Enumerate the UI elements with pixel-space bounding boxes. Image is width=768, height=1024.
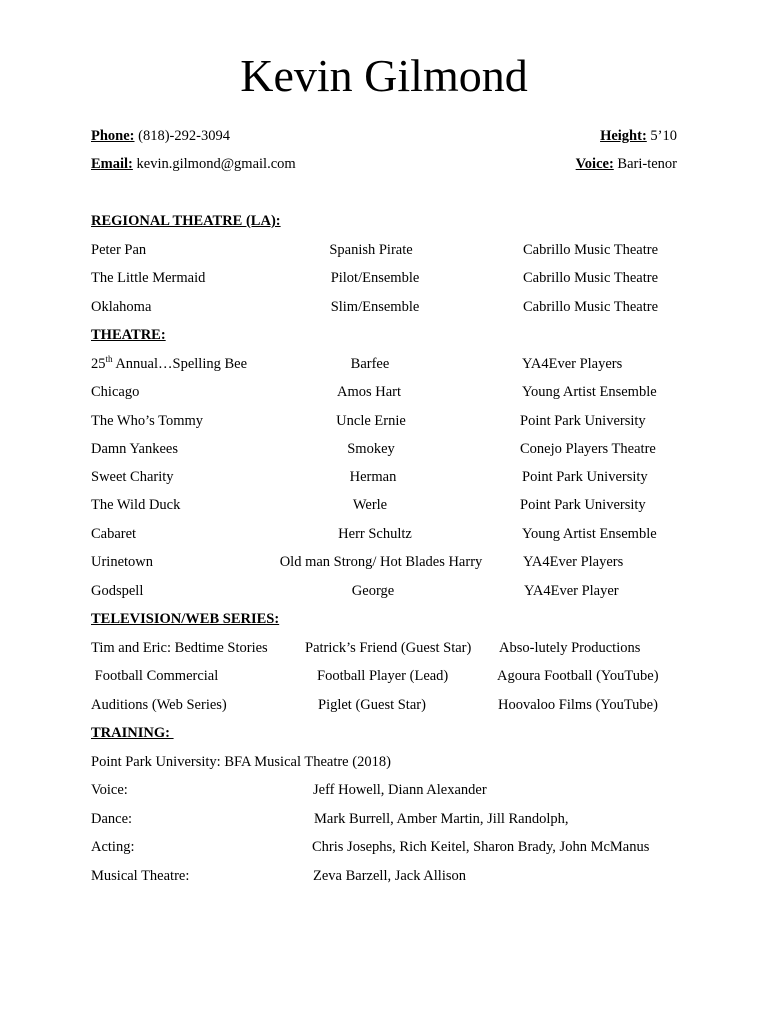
show-title: Chicago <box>91 384 140 400</box>
email-label: Email: <box>91 156 133 172</box>
table-row <box>0 582 768 600</box>
company: Cabrillo Music Theatre <box>523 242 659 258</box>
role: Werle <box>352 497 388 513</box>
company: Point Park University <box>520 413 646 429</box>
training-category: Voice: <box>91 782 128 798</box>
show-title: The Who’s Tommy <box>91 413 204 429</box>
table-row <box>0 298 768 316</box>
show-title: The Little Mermaid <box>91 270 206 286</box>
show-title: Football Commercial <box>91 668 219 684</box>
table-row <box>0 269 768 287</box>
show-title: Damn Yankees <box>91 441 178 457</box>
company: Hoovaloo Films (YouTube) <box>498 697 658 713</box>
ordinal-suffix: th <box>105 354 113 365</box>
show-title: Auditions (Web Series) <box>91 697 227 713</box>
voice-line <box>576 155 677 173</box>
company: Cabrillo Music Theatre <box>523 270 659 286</box>
voice-label: Voice: <box>575 156 614 172</box>
table-row <box>0 468 768 486</box>
training-heading: TRAINING: <box>91 725 174 741</box>
role: Piglet (Guest Star) <box>318 697 426 713</box>
company: Point Park University <box>522 469 648 485</box>
company: Agoura Football (YouTube) <box>497 668 659 684</box>
table-row <box>0 553 768 571</box>
table-row <box>0 696 768 714</box>
show-title: Sweet Charity <box>91 469 174 485</box>
role: Spanish Pirate <box>329 242 413 258</box>
phone-line <box>91 127 230 145</box>
training-category: Dance: <box>91 811 133 827</box>
table-row <box>0 355 768 373</box>
table-row <box>0 496 768 514</box>
company: Conejo Players Theatre <box>520 441 656 457</box>
degree: Point Park University: BFA Musical Theatre (2018) <box>91 754 391 770</box>
instructors: Mark Burrell, Amber Martin, Jill Randolph, <box>314 811 569 827</box>
company: Young Artist Ensemble <box>522 526 657 542</box>
role: Pilot/Ensemble <box>330 270 420 286</box>
degree-line <box>0 753 768 771</box>
company: YA4Ever Players <box>523 554 624 570</box>
table-row <box>0 867 768 885</box>
role: George <box>351 583 395 599</box>
show-title: Cabaret <box>91 526 137 542</box>
role: Slim/Ensemble <box>330 299 420 315</box>
role: Barfee <box>350 356 390 372</box>
company: Cabrillo Music Theatre <box>523 299 659 315</box>
table-row <box>0 412 768 430</box>
email-line <box>91 155 296 173</box>
tv-heading: TELEVISION/WEB SERIES: <box>91 611 280 627</box>
email-value: kevin.gilmond@gmail.com <box>136 156 296 172</box>
show-title: Oklahoma <box>91 299 152 315</box>
table-row <box>0 810 768 828</box>
table-row <box>0 440 768 458</box>
instructors: Zeva Barzell, Jack Allison <box>313 868 467 884</box>
role: Amos Hart <box>336 384 402 400</box>
show-title: The Wild Duck <box>91 497 181 513</box>
phone-value: (818)-292-3094 <box>138 128 230 144</box>
company: Abso-lutely Productions <box>499 640 641 656</box>
table-row <box>0 241 768 259</box>
phone-label: Phone: <box>91 128 135 144</box>
resume-name: Kevin Gilmond <box>240 50 528 101</box>
show-title: Tim and Eric: Bedtime Stories <box>91 640 268 656</box>
table-row <box>0 781 768 799</box>
training-category: Musical Theatre: <box>91 868 190 884</box>
company: Point Park University <box>520 497 646 513</box>
training-category: Acting: <box>91 839 135 855</box>
role: Football Player (Lead) <box>317 668 449 684</box>
instructors: Chris Josephs, Rich Keitel, Sharon Brady, John McManus <box>312 839 650 855</box>
voice-value: Bari-tenor <box>617 156 677 172</box>
show-title: Urinetown <box>91 554 154 570</box>
show-title-rest: Annual…Spelling Bee <box>112 356 248 372</box>
role: Smokey <box>347 441 395 457</box>
show-title <box>91 355 247 373</box>
show-title-number: 25 <box>91 356 106 372</box>
show-title: Godspell <box>91 583 144 599</box>
table-row <box>0 667 768 685</box>
height-value: 5’10 <box>650 128 677 144</box>
company: YA4Ever Player <box>524 583 619 599</box>
height-label: Height: <box>600 128 647 144</box>
role: Herman <box>349 469 397 485</box>
role: Uncle Ernie <box>336 413 406 429</box>
role: Patrick’s Friend (Guest Star) <box>305 640 472 656</box>
height-line <box>600 127 677 145</box>
role: Herr Schultz <box>338 526 412 542</box>
company: Young Artist Ensemble <box>522 384 657 400</box>
table-row <box>0 838 768 856</box>
table-row <box>0 525 768 543</box>
theatre-heading: THEATRE: <box>91 327 166 343</box>
table-row <box>0 383 768 401</box>
show-title: Peter Pan <box>91 242 147 258</box>
table-row <box>0 639 768 657</box>
role: Old man Strong/ Hot Blades Harry <box>279 554 483 570</box>
regional-heading: REGIONAL THEATRE (LA): <box>91 213 281 229</box>
company: YA4Ever Players <box>522 356 623 372</box>
instructors: Jeff Howell, Diann Alexander <box>313 782 487 798</box>
